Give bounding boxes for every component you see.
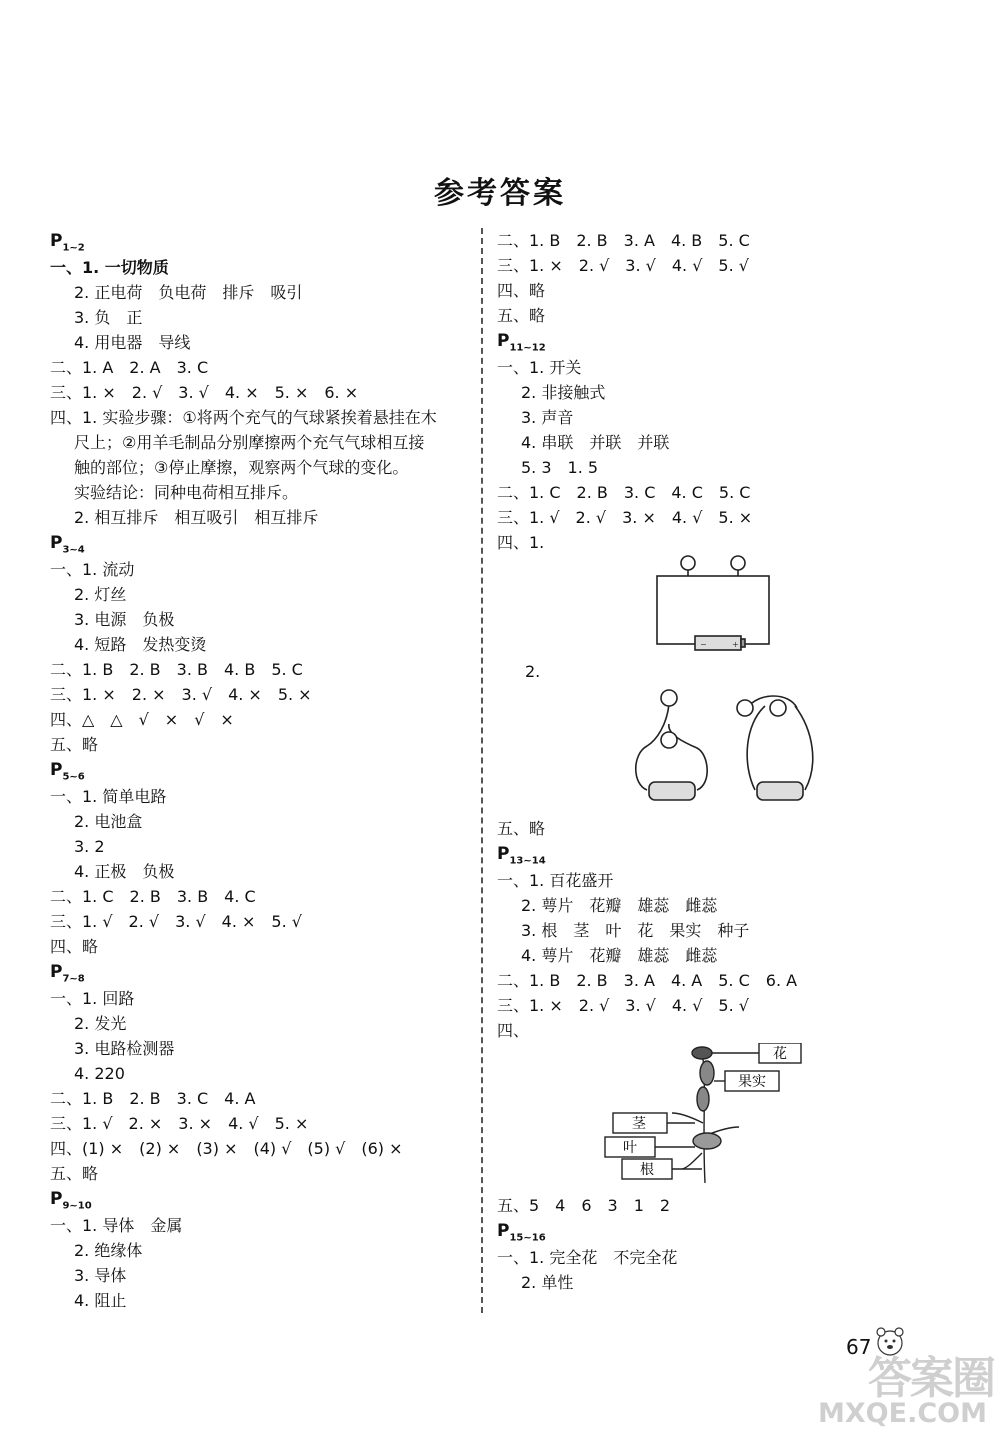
- answer-line: 五、略: [50, 1164, 99, 1183]
- answer-line: 一、1. 回路: [50, 989, 135, 1008]
- answer-line: 2. 相互排斥 相互吸引 相互排斥: [74, 508, 319, 527]
- answer-line: 2. 正电荷 负电荷 排斥 吸引: [74, 283, 303, 302]
- answer-line: 三、1. √ 2. × 3. × 4. √ 5. ×: [50, 1114, 309, 1133]
- answer-line: 3. 根 茎 叶 花 果实 种子: [521, 921, 750, 940]
- answer-line: 三、1. √ 2. √ 3. × 4. √ 5. ×: [497, 508, 753, 527]
- answer-line: 触的部位；③停止摩擦，观察两个气球的变化。: [74, 458, 409, 477]
- section-p11-12: $P_{11\sim 12}$: [497, 331, 546, 354]
- two-circuits-diagram: [497, 684, 957, 816]
- left-column: [50, 228, 470, 1313]
- answer-line: 一、1. 一切物质: [50, 258, 169, 277]
- answer-line: 3. 导体: [74, 1266, 127, 1285]
- answer-line: 2. 发光: [74, 1014, 127, 1033]
- answer-line: 五、略: [497, 306, 546, 325]
- answer-line: 一、1. 导体 金属: [50, 1216, 183, 1235]
- right-column: [497, 228, 957, 1295]
- answer-line: 3. 负 正: [74, 308, 143, 327]
- answer-line: 2. 电池盒: [74, 812, 143, 831]
- answer-line: 四、(1) × (2) × (3) × (4) √ (5) √ (6) ×: [50, 1139, 403, 1158]
- answer-line: 2. 灯丝: [74, 585, 127, 604]
- answer-line: 2. 单性: [521, 1273, 574, 1292]
- answer-line: 4. 萼片 花瓣 雄蕊 雌蕊: [521, 946, 718, 965]
- answer-line: 三、1. × 2. √ 3. √ 4. √ 5. √: [497, 996, 749, 1015]
- answer-line: 二、1. B 2. B 3. A 4. B 5. C: [497, 231, 750, 250]
- section-p3-4: $P_{3\sim 4}$: [50, 533, 85, 556]
- answer-line: 四、略: [497, 281, 546, 300]
- answer-line: 一、1. 百花盛开: [497, 871, 614, 890]
- answer-line: 五、略: [50, 735, 99, 754]
- answer-line: 二、1. B 2. B 3. A 4. A 5. C 6. A: [497, 971, 798, 990]
- label-root: 根: [640, 1162, 654, 1178]
- plant-figure: [497, 1043, 957, 1193]
- label-flower: 花: [773, 1046, 787, 1062]
- answer-line: 2.: [525, 662, 541, 681]
- section-p13-14: $P_{13\sim 14}$: [497, 844, 546, 867]
- section-p7-8: $P_{7\sim 8}$: [50, 962, 85, 985]
- answer-line: 尺上；②用羊毛制品分别摩擦两个充气气球相互接: [74, 433, 425, 452]
- answer-line: 实验结论：同种电荷相互排斥。: [74, 483, 299, 502]
- answer-line: 4. 串联 并联 并联: [521, 433, 670, 452]
- section-p15-16: $P_{15\sim 16}$: [497, 1221, 546, 1244]
- answer-line: 四、: [497, 1021, 530, 1040]
- answer-line: 3. 电路检测器: [74, 1039, 175, 1058]
- answer-line: 4. 阻止: [74, 1291, 127, 1310]
- answer-line: 五、5 4 6 3 1 2: [497, 1196, 671, 1215]
- answer-line: 3. 2: [74, 837, 105, 856]
- plant-diagram: [497, 1043, 957, 1193]
- section-p9-10: $P_{9\sim 10}$: [50, 1189, 92, 1212]
- answer-line: 一、1. 流动: [50, 560, 135, 579]
- answer-line: 二、1. B 2. B 3. C 4. A: [50, 1089, 256, 1108]
- answer-line: 三、1. × 2. √ 3. √ 4. × 5. × 6. ×: [50, 383, 359, 402]
- two-circuits-figure: [497, 684, 957, 816]
- page-title: 参考答案: [434, 176, 566, 211]
- watermark-url: MXQE.COM: [818, 1398, 987, 1429]
- answer-line: 四、1. 实验步骤：①将两个充气的气球紧挨着悬挂在木: [50, 408, 437, 427]
- answer-line: 五、略: [497, 819, 546, 838]
- answer-line: 四、略: [50, 937, 99, 956]
- answer-line: 四、1.: [497, 533, 545, 552]
- section-p1-2: $P_{1\sim 2}$: [50, 231, 85, 254]
- answer-line: 一、1. 开关: [497, 358, 582, 377]
- answer-line: 三、1. × 2. × 3. √ 4. × 5. ×: [50, 685, 312, 704]
- answer-line: 4. 短路 发热变烫: [74, 635, 207, 654]
- page-number: 67: [846, 1335, 872, 1359]
- answer-line: 2. 萼片 花瓣 雄蕊 雌蕊: [521, 896, 718, 915]
- answer-line: 三、1. × 2. √ 3. √ 4. √ 5. √: [497, 256, 749, 275]
- answer-line: 一、1. 简单电路: [50, 787, 167, 806]
- label-leaf: 叶: [623, 1140, 637, 1156]
- series-circuit-diagram: [497, 555, 957, 659]
- svg-text:+: +: [732, 640, 739, 649]
- answer-line: 三、1. √ 2. √ 3. √ 4. × 5. √: [50, 912, 302, 931]
- answer-line: 二、1. A 2. A 3. C: [50, 358, 209, 377]
- column-divider: [481, 228, 483, 1313]
- answer-line: 4. 220: [74, 1064, 125, 1083]
- answer-line: 二、1. C 2. B 3. C 4. C 5. C: [497, 483, 751, 502]
- answer-line: 2. 非接触式: [521, 383, 606, 402]
- answer-line: 3. 声音: [521, 408, 574, 427]
- answer-line: 二、1. B 2. B 3. B 4. B 5. C: [50, 660, 303, 679]
- svg-text:−: −: [700, 640, 707, 649]
- answer-line: 四、△ △ √ × √ ×: [50, 710, 234, 729]
- section-p5-6: $P_{5\sim 6}$: [50, 760, 85, 783]
- answer-line: 3. 电源 负极: [74, 610, 175, 629]
- watermark-logo: 答案圈: [868, 1353, 994, 1404]
- answer-line: 一、1. 完全花 不完全花: [497, 1248, 678, 1267]
- answer-line: 4. 正极 负极: [74, 862, 175, 881]
- series-circuit-figure: [497, 555, 957, 659]
- answer-line: 4. 用电器 导线: [74, 333, 191, 352]
- answer-line: 5. 3 1. 5: [521, 458, 599, 477]
- label-stem: 茎: [632, 1116, 646, 1132]
- label-fruit: 果实: [738, 1074, 766, 1090]
- answer-line: 2. 绝缘体: [74, 1241, 143, 1260]
- answer-line: 二、1. C 2. B 3. B 4. C: [50, 887, 256, 906]
